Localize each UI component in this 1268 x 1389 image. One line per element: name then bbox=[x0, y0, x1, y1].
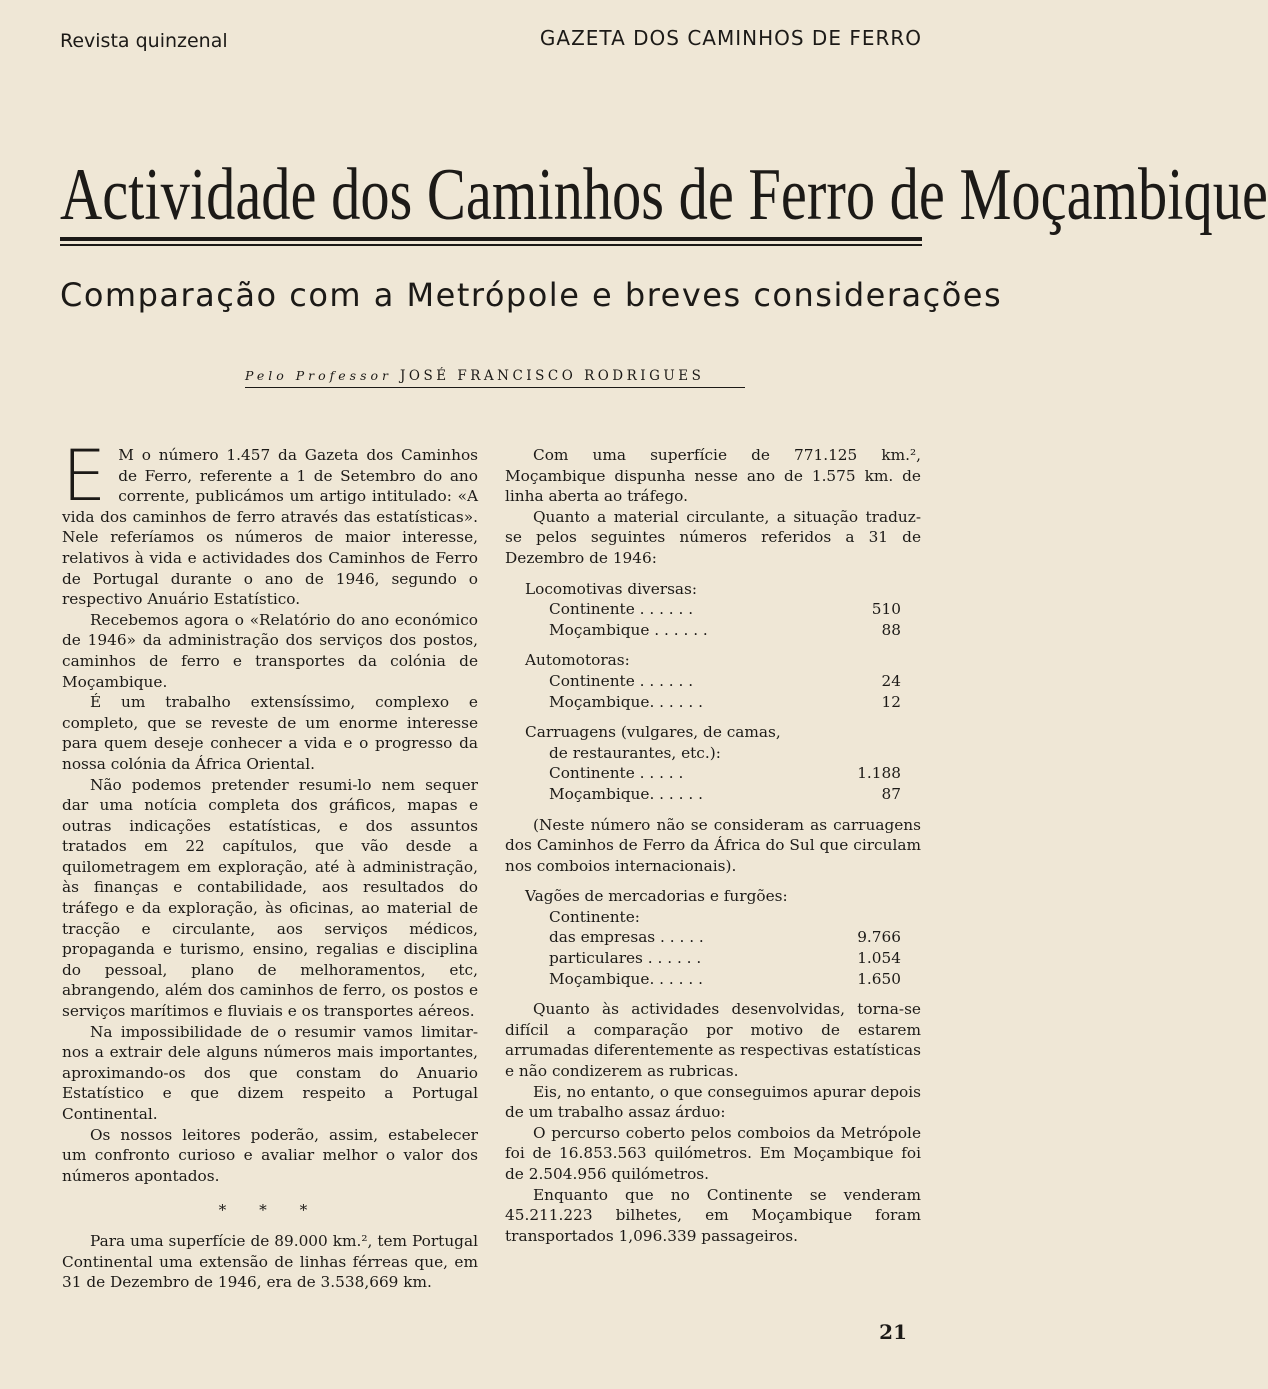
article-subtitle: Comparação com a Metrópole e breves considerações bbox=[60, 276, 1003, 314]
paragraph: Recebemos agora o «Relatório do ano económico de 1946» da administração dos serviços dos postos, caminhos de ferro e transportes da colónia de Moçambique. bbox=[62, 610, 478, 691]
column-left bbox=[62, 435, 478, 1293]
table-row: das empresas . . . . . 9.766 bbox=[549, 928, 901, 947]
table-row: Continente . . . . . 1.188 bbox=[549, 764, 901, 783]
table-category: Vagões de mercadorias e furgões: bbox=[525, 887, 788, 906]
journal-name: GAZETA DOS CAMINHOS DE FERRO bbox=[539, 26, 922, 50]
table-row: Moçambique . . . . . . 88 bbox=[549, 620, 901, 639]
table-row: Moçambique. . . . . . 12 bbox=[549, 692, 901, 711]
drop-cap: E bbox=[62, 435, 107, 517]
paragraph: Eis, no entanto, o que conseguimos apurar depois de um trabalho assaz árduo: bbox=[505, 1082, 921, 1122]
paragraph: Para uma superfície de 89.000 km.², tem Portugal Continental uma extensão de linhas férreas que, em 31 de Dezembro de 1946, era de 3.538,669 km. bbox=[62, 1231, 478, 1292]
paragraph: É um trabalho extensíssimo, complexo e completo, que se reveste de um enorme interesse para quem deseje conhecer a vida e o progresso da nossa colónia da África Oriental. bbox=[62, 693, 478, 773]
table-row: particulares . . . . . . 1.054 bbox=[549, 949, 901, 968]
title-rule-thick bbox=[60, 237, 922, 241]
page-number: 21 bbox=[879, 1320, 907, 1344]
byline-rule bbox=[245, 387, 745, 388]
byline bbox=[245, 368, 704, 384]
table-category: Continente: bbox=[549, 907, 640, 926]
section-separator: * * * bbox=[218, 1201, 322, 1220]
paragraph: Não podemos pretender resumi-lo nem sequer dar uma notícia completa dos gráficos, mapas e outras indicações estatísticas, e dos assuntos tratados em 22 capítulos, que vão desde a quilometragem em exploração, até à administração, às finanças e contabilidade, aos resultados do tráfego e da exploração, às oficinas, ao material de tracção e circulante, aos serviços médicos, propaganda e turismo, ensino, regalias e disciplina do pessoal, plano de melhoramentos, etc, abrangendo, além dos caminhos de ferro, os postos e serviços marítimos e fluviais e os transportes aéreos. bbox=[62, 775, 478, 1021]
table-category: Automotoras: bbox=[525, 651, 630, 670]
table-category: de restaurantes, etc.): bbox=[549, 743, 721, 762]
paragraph: Com uma superfície de 771.125 km.², Moçambique dispunha nesse ano de 1.575 km. de linha aberta ao tráfego. bbox=[505, 446, 921, 506]
paragraph: Os nossos leitores poderão, assim, estabelecer um confronto curioso e avaliar melhor o valor dos números apontados. bbox=[62, 1125, 478, 1185]
table-row: Moçambique. . . . . . 1.650 bbox=[549, 969, 901, 988]
paragraph: Na impossibilidade de o resumir vamos limitar-nos a extrair dele alguns números mais importantes, aproximando-os dos que constam do Anuario Estatístico e que dizem respeito a Portugal Continental. bbox=[62, 1022, 478, 1123]
wagons-table bbox=[505, 886, 921, 989]
periodicity-label: Revista quinzenal bbox=[60, 30, 228, 52]
author-name: JOSÉ FRANCISCO RODRIGUES bbox=[400, 368, 705, 384]
table-category: Carruagens (vulgares, de camas, bbox=[525, 723, 781, 742]
paragraph: E M o número 1.457 da Gazeta dos Caminhos de Ferro, referente a 1 de Setembro do ano corrente, publicámos um artigo intitulado: «A vida dos caminhos de ferro através das estatísticas». Nele referíamos os números de maior interesse, relativos à vida e actividades dos Caminhos de Ferro de Portugal durante o ano de 1946, segundo o respectivo Anuário Estatístico. bbox=[62, 435, 478, 609]
paragraph: Quanto a material circulante, a situação traduz-se pelos seguintes números referidos a 31 de Dezembro de 1946: bbox=[505, 507, 921, 567]
article-title: Actividade dos Caminhos de Ferro de Moçambique bbox=[60, 154, 1268, 236]
paragraph: Enquanto que no Continente se venderam 45.211.223 bilhetes, em Moçambique foram transportados 1,096.339 passageiros. bbox=[505, 1185, 921, 1245]
column-right bbox=[505, 445, 921, 1246]
rolling-stock-table bbox=[505, 579, 921, 805]
paragraph: O percurso coberto pelos comboios da Metrópole foi de 16.853.563 quilómetros. Em Moçambique foi de 2.504.956 quilómetros. bbox=[505, 1123, 921, 1183]
paragraph: Quanto às actividades desenvolvidas, torna-se difícil a comparação por motivo de estarem arrumadas diferentemente as respectivas estatísticas e não condizerem as rubricas. bbox=[505, 1000, 921, 1081]
paragraph: (Neste número não se consideram as carruagens dos Caminhos de Ferro da África do Sul que circulam nos comboios internacionais). bbox=[505, 815, 921, 875]
byline-prefix: Pelo Professor bbox=[245, 368, 393, 383]
title-rule-thin bbox=[60, 244, 922, 246]
table-category: Locomotivas diversas: bbox=[525, 579, 698, 598]
table-row: Continente . . . . . . 24 bbox=[549, 671, 901, 690]
table-row: Moçambique. . . . . . 87 bbox=[549, 784, 901, 803]
table-row: Continente . . . . . . 510 bbox=[549, 600, 901, 619]
